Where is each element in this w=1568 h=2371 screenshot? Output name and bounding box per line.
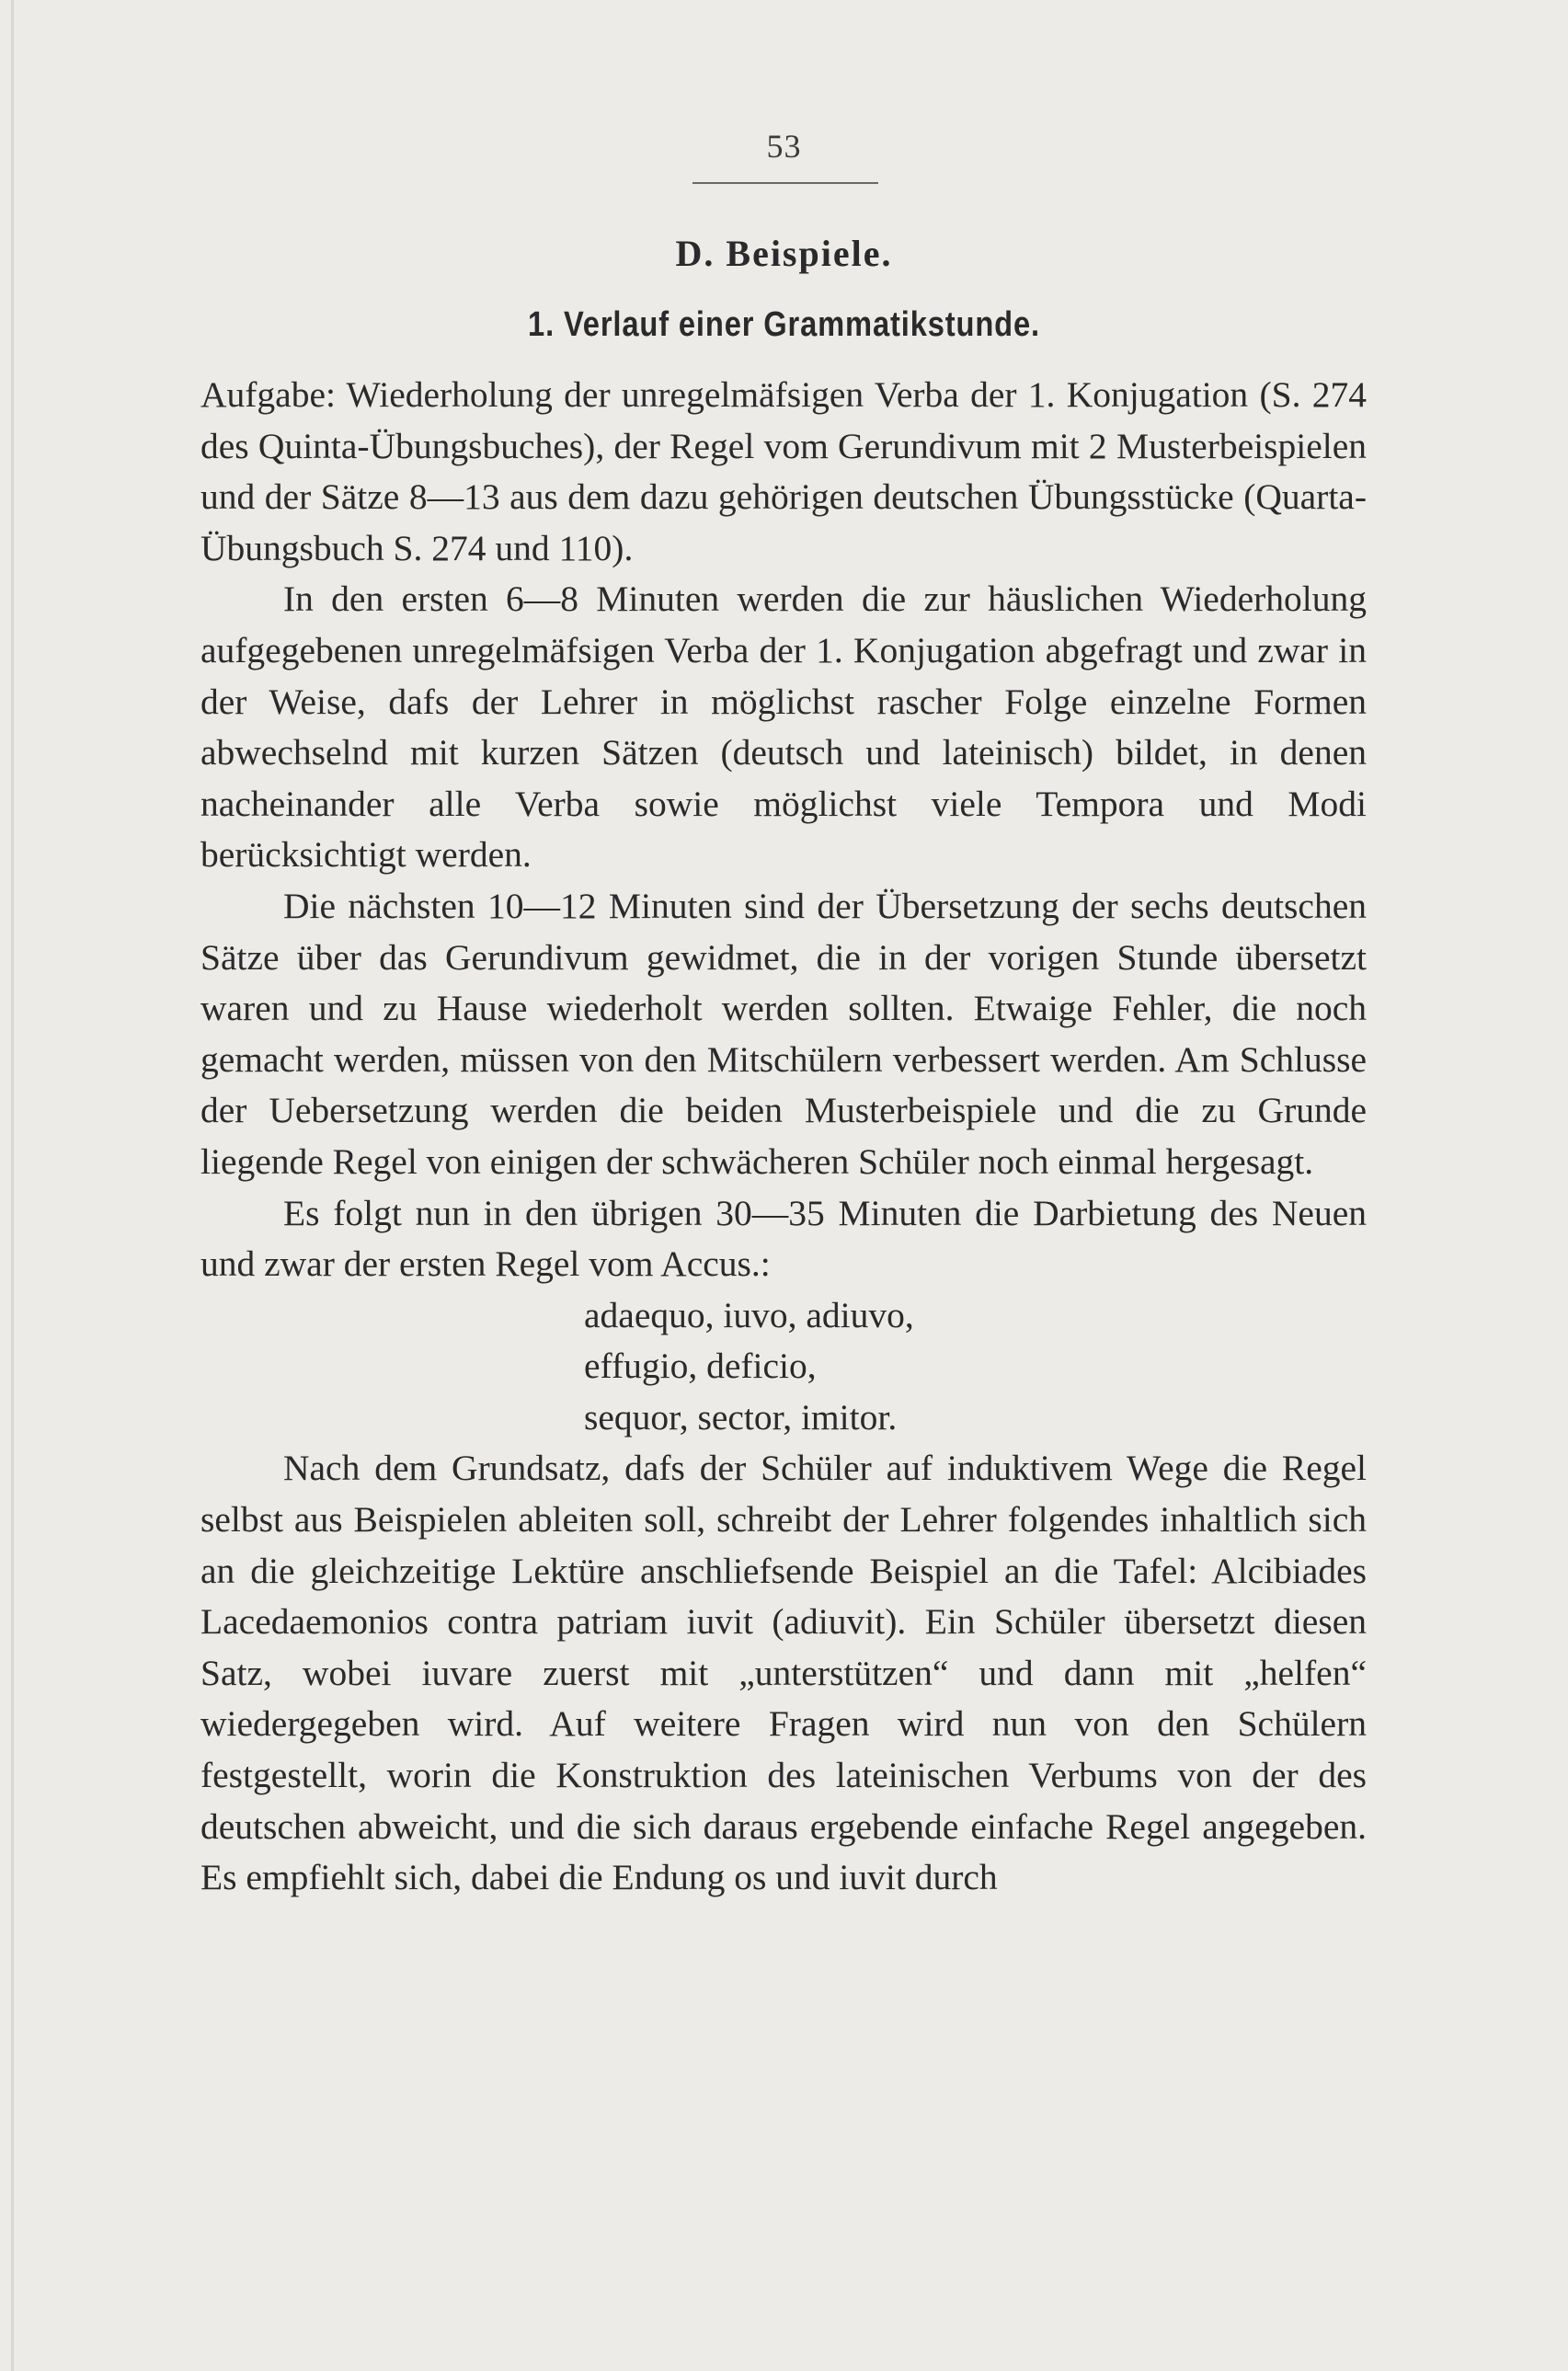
body-text — [200, 370, 1367, 1904]
section-heading: D. Beispiele. — [675, 233, 893, 274]
paragraph-grundsatz: Nach dem Grundsatz, dafs der Schüler auf induktivem Wege die Regel selbst aus Beispielen ableiten soll, schreibt der Lehrer folgendes inhaltlich sich an die gleichzeitige Lektüre anschliefsende Beispiel an die Tafel: Alcibiades Lacedaemonios contra patriam iuvit (adiuvit). Ein Schüler übersetzt diesen Satz, wobei iuvare zuerst mit „unterstützen“ und dann mit „helfen“ wiedergegeben wird. Auf weitere Fragen wird nun von den Schülern festgestellt, worin die Konstruktion des lateinischen Verbums von der des deutschen abweicht, und die sich daraus ergebende einfache Regel angegeben. Es empfiehlt sich, dabei die Endung os und iuvit durch — [200, 1448, 1367, 1898]
header-rule — [692, 182, 878, 184]
verb-list — [200, 1290, 1367, 1444]
paragraph-uebersetzung: Die nächsten 10—12 Minuten sind der Übersetzung der sechs deutschen Sätze über das Gerundivum gewidmet, die in der vorigen Stunde übersetzt waren und zu Hause wiederholt werden sollten. Etwaige Fehler, die noch gemacht werden, müssen von den Mitschülern verbessert werden. Am Schlusse der Uebersetzung werden die beiden Musterbeispiele und die zu Grunde liegende Regel von einigen der schwächeren Schüler noch einmal hergesagt. — [200, 885, 1367, 1182]
verb-list-line: effugio, deficio, — [584, 1346, 817, 1387]
paragraph-wiederholung: In den ersten 6—8 Minuten werden die zur häuslichen Wiederholung aufgegebenen unregelmäfsigen Verba der 1. Konjugation abgefragt und zwar in der Weise, dafs der Lehrer in möglichst rascher Folge einzelne Formen abwechselnd mit kurzen Sätzen (deutsch und lateinisch) bildet, in denen nacheinander alle Verba sowie möglichst viele Tempora und Modi berücksichtigt werden. — [200, 578, 1367, 876]
paragraph-darbietung: Es folgt nun in den übrigen 30—35 Minuten die Darbietung des Neuen und zwar der ersten Regel vom Accus.: — [200, 1192, 1367, 1285]
verb-list-line: adaequo, iuvo, adiuvo, — [584, 1294, 914, 1335]
page-number: 53 — [766, 128, 802, 165]
subsection-heading: 1. Verlauf einer Grammatikstunde. — [528, 305, 1040, 344]
paragraph-aufgabe: Aufgabe: Wiederholung der unregelmäfsigen Verba der 1. Konjugation (S. 274 des Quinta-Übungsbuches), der Regel vom Gerundivum mit 2 Musterbeispielen und der Sätze 8—13 aus dem dazu gehörigen deutschen Übungsstücke (Quarta-Übungsbuch S. 274 und 110). — [200, 374, 1367, 568]
page-edge — [11, 0, 14, 2371]
verb-list-line: sequor, sector, imitor. — [584, 1396, 898, 1437]
